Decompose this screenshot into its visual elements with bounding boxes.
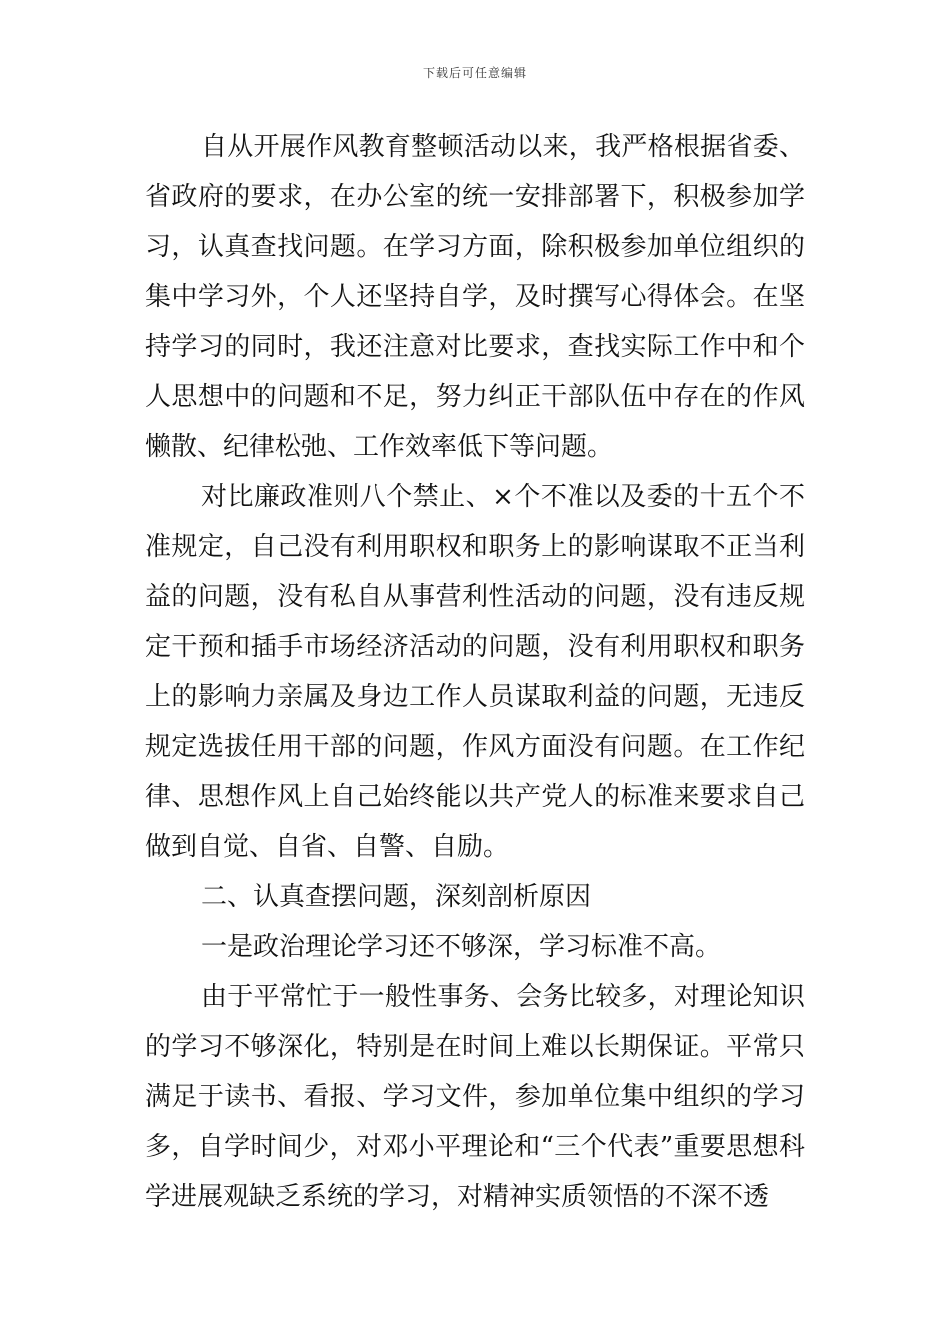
- document-body: [145, 122, 805, 1222]
- section-heading-problems: 二、认真查摆问题，深刻剖析原因: [201, 882, 592, 912]
- paragraph-problem-one: 一是政治理论学习还不够深，学习标准不高。: [201, 932, 722, 962]
- paragraph-problem-one-detail: 由于平常忙于一般性事务、会务比较多，对理论知识的学习不够深化，特别是在时间上难以长期保证。平常只满足于读书、看报、学习文件，参加单位集中组织的学习多，自学时间少，对邓小平理论和“三个代表”重要思想科学进展观缺乏系统的学习，对精神实质领悟的不深不透: [145, 982, 805, 1212]
- paragraph-rectification-learning: 自从开展作风教育整顿活动以来，我严格根据省委、省政府的要求，在办公室的统一安排部署下，积极参加学习，认真查找问题。在学习方面，除积极参加单位组织的集中学习外，个人还坚持自学，及时撰写心得体会。在坚持学习的同时，我还注意对比要求，查找实际工作中和个人思想中的问题和不足，努力纠正干部队伍中存在的作风懒散、纪律松弛、工作效率低下等问题。: [145, 132, 805, 462]
- paragraph-integrity-rules: 对比廉政准则八个禁止、×个不准以及委的十五个不准规定，自己没有利用职权和职务上的影响谋取不正当利益的问题，没有私自从事营利性活动的问题，没有违反规定干预和插手市场经济活动的问题，没有利用职权和职务上的影响力亲属及身边工作人员谋取利益的问题，无违反规定选拔任用干部的问题，作风方面没有问题。在工作纪律、思想作风上自己始终能以共产党人的标准来要求自己做到自觉、自省、自警、自励。: [145, 482, 805, 862]
- page-header: 下载后可任意编辑: [422, 66, 527, 80]
